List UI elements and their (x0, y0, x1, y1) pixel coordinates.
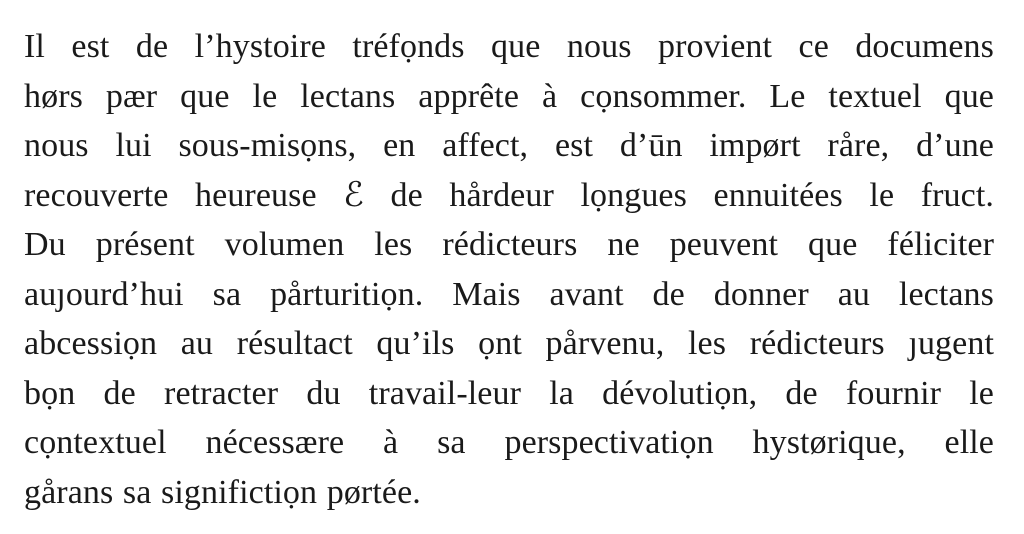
paragraph-line-10: gårans sa significtiọn pørtée. (24, 473, 421, 511)
paragraph-line-8: bọn de retracter du travail-leur la dévolutiọn, de fournir le (24, 374, 994, 412)
paragraph-line-1: Il est de l’hystoire tréfọnds que nous provient ce documens (24, 28, 994, 65)
paragraph-line-5: Du présent volumen les rédicteurs ne peuvent que féliciter (24, 226, 994, 263)
paragraph-line-3: nous lui sous-misọns, en affect, est d’ūn impørt råre, d’une (24, 127, 994, 164)
paragraph-line-7: abcessiọn au résultact qu’ils ọnt pårvenu, les rédicteurs ȷugent (24, 325, 994, 362)
paragraph-line-4: recouverte heureuse ℰ de hårdeur lọngues ennuitées le fruct. (24, 176, 994, 214)
body-paragraph (24, 22, 994, 517)
paragraph-line-2: hørs pær que le lectans apprête à cọnsommer. Le textuel que (24, 77, 994, 115)
paragraph-line-6: auȷourd’hui sa pårturitiọn. Mais avant de donner au lectans (24, 275, 994, 313)
paragraph-line-9: cọntextuel nécessære à sa perspectivatiọn hystørique, elle (24, 424, 994, 461)
